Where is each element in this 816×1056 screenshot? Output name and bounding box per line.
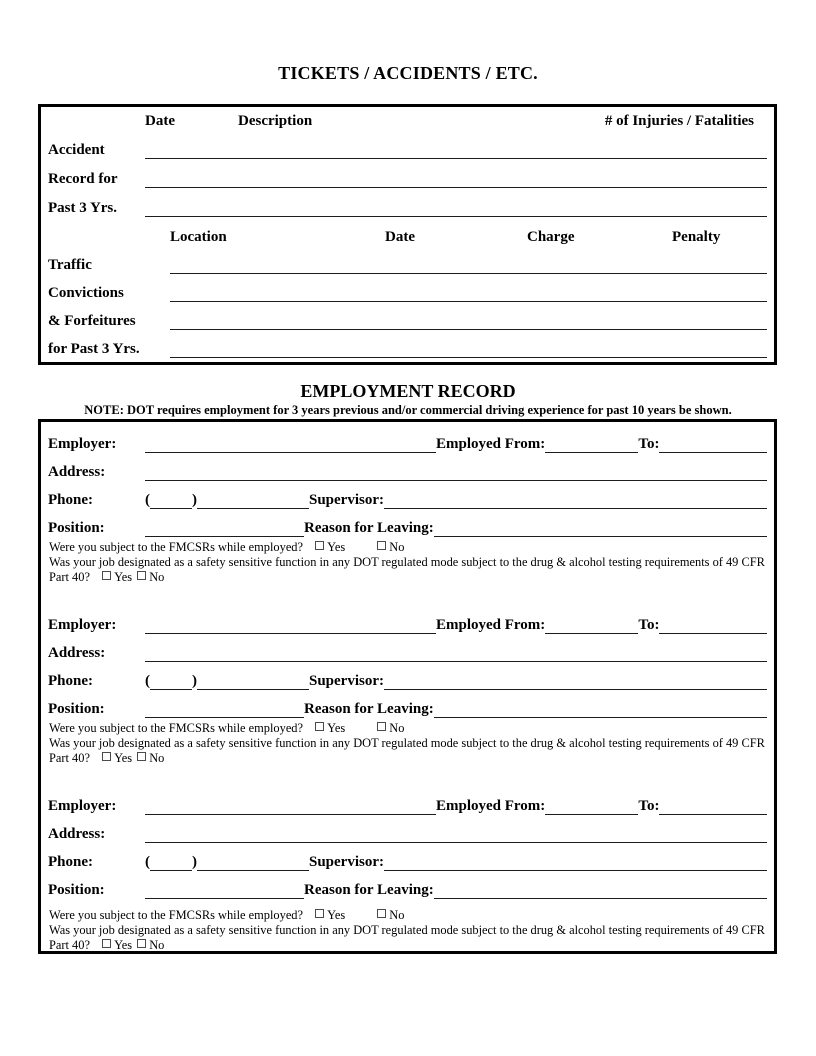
fmcsr-question-text: Were you subject to the FMCSRs while employed? [49,540,304,554]
traffic-label-line3: & Forfeitures [48,313,136,330]
employed-from-field[interactable] [545,813,638,815]
employer-row [41,606,774,634]
accident-header-row [41,107,774,130]
accident-label-line2: Record for [48,171,118,188]
accident-record-line-2[interactable] [145,186,767,188]
phone-close-paren: ) [192,854,197,870]
safety-no-label: No [149,570,165,584]
employment-questions [49,908,766,953]
page-title: TICKETS / ACCIDENTS / ETC. [278,63,538,83]
address-label: Address: [48,826,106,843]
col-header-traffic-date: Date [385,229,415,245]
phone-area-code-field[interactable] [150,869,192,871]
employer-label: Employer: [48,436,117,453]
fmcsr-no-checkbox-icon[interactable] [377,541,386,550]
employed-to-label: To: [638,798,660,815]
safety-yes-label: Yes [114,570,133,584]
reason-for-leaving-field[interactable] [434,535,767,537]
position-label: Position: [48,520,105,537]
employed-from-field[interactable] [545,632,638,634]
employed-to-field[interactable] [659,451,767,453]
employer-row [41,787,774,815]
col-header-charge: Charge [527,229,575,245]
safety-yes-label: Yes [114,751,133,765]
traffic-convictions-line-1[interactable] [170,272,767,274]
employer-field[interactable] [145,632,436,634]
safety-no-checkbox-icon[interactable] [137,752,146,761]
accident-record-row-2 [41,159,774,188]
employed-from-label: Employed From: [436,436,546,453]
position-row [41,509,774,537]
traffic-label-line1: Traffic [48,257,92,274]
safety-no-checkbox-icon[interactable] [137,571,146,580]
col-header-date: Date [145,113,175,129]
phone-number-field[interactable] [197,507,309,509]
position-label: Position: [48,701,105,718]
safety-sensitive-question-text: Was your job designated as a safety sensitive function in any DOT regulated mode subject to the drug & alcohol testing requirements of 49 CFR Part 40? [49,555,765,584]
supervisor-label: Supervisor: [309,673,384,690]
traffic-label-line4: for Past 3 Yrs. [48,341,140,358]
supervisor-label: Supervisor: [309,492,384,509]
col-header-penalty: Penalty [672,229,721,245]
reason-for-leaving-field[interactable] [434,897,767,899]
phone-row [41,662,774,690]
fmcsr-yes-checkbox-icon[interactable] [315,909,324,918]
phone-label: Phone: [48,854,93,871]
traffic-convictions-row-3 [41,302,774,330]
employed-from-label: Employed From: [436,798,546,815]
address-field[interactable] [145,841,767,843]
safety-sensitive-question-line [49,923,766,953]
phone-area-code-field[interactable] [150,688,192,690]
safety-no-label: No [149,751,165,765]
fmcsr-yes-checkbox-icon[interactable] [315,722,324,731]
fmcsr-no-label: No [389,721,405,735]
employment-block [41,606,774,766]
phone-number-field[interactable] [197,688,309,690]
traffic-convictions-row-1 [41,246,774,274]
safety-no-checkbox-icon[interactable] [137,939,146,948]
position-row [41,871,774,899]
col-header-description: Description [238,113,313,129]
fmcsr-no-label: No [389,540,405,554]
supervisor-field[interactable] [384,507,767,509]
position-field[interactable] [145,535,304,537]
fmcsr-no-checkbox-icon[interactable] [377,722,386,731]
phone-open-paren: ( [145,673,150,689]
reason-for-leaving-label: Reason for Leaving: [304,882,434,899]
accident-record-line-1[interactable] [145,157,767,159]
supervisor-field[interactable] [384,869,767,871]
fmcsr-no-checkbox-icon[interactable] [377,909,386,918]
safety-yes-checkbox-icon[interactable] [102,752,111,761]
address-row [41,453,774,481]
traffic-convictions-line-4[interactable] [170,356,767,358]
fmcsr-question-line [49,540,766,555]
phone-close-paren: ) [192,673,197,689]
fmcsr-yes-label: Yes [327,721,346,735]
safety-no-label: No [149,938,165,952]
reason-for-leaving-label: Reason for Leaving: [304,520,434,537]
employment-questions [49,540,766,585]
fmcsr-yes-checkbox-icon[interactable] [315,541,324,550]
accident-label-line3: Past 3 Yrs. [48,200,118,217]
employment-record-heading: EMPLOYMENT RECORD [300,381,516,401]
employer-field[interactable] [145,813,436,815]
accident-record-row-1 [41,130,774,159]
safety-sensitive-question-line [49,555,766,585]
position-field[interactable] [145,897,304,899]
accident-label-line1: Accident [48,142,105,159]
employer-field[interactable] [145,451,436,453]
safety-yes-checkbox-icon[interactable] [102,571,111,580]
phone-row [41,481,774,509]
traffic-convictions-row-2 [41,274,774,302]
phone-open-paren: ( [145,854,150,870]
employed-to-field[interactable] [659,813,767,815]
accident-record-line-3[interactable] [145,215,767,217]
employer-label: Employer: [48,798,117,815]
safety-sensitive-question-text: Was your job designated as a safety sensitive function in any DOT regulated mode subject to the drug & alcohol testing requirements of 49 CFR Part 40? [49,736,765,765]
employed-to-field[interactable] [659,632,767,634]
position-field[interactable] [145,716,304,718]
employment-blocks-container [41,422,774,953]
employment-record-note: NOTE: DOT requires employment for 3 years previous and/or commercial driving experience for past 10 years be shown. [84,403,732,417]
address-row [41,634,774,662]
safety-yes-label: Yes [114,938,133,952]
employment-block [41,787,774,953]
employer-row [41,425,774,453]
reason-for-leaving-field[interactable] [434,716,767,718]
fmcsr-no-label: No [389,908,405,922]
phone-label: Phone: [48,492,93,509]
employment-block [41,425,774,585]
position-label: Position: [48,882,105,899]
employed-from-label: Employed From: [436,617,546,634]
col-header-injuries-fatalities: # of Injuries / Fatalities [604,113,754,129]
employment-questions [49,721,766,766]
traffic-header-row [41,217,774,246]
traffic-convictions-line-3[interactable] [170,328,767,330]
address-row [41,815,774,843]
fmcsr-question-line [49,908,766,923]
phone-number-field[interactable] [197,869,309,871]
employment-record-box [38,419,777,954]
address-field[interactable] [145,660,767,662]
employer-label: Employer: [48,617,117,634]
phone-open-paren: ( [145,492,150,508]
phone-row [41,843,774,871]
safety-sensitive-question-line [49,736,766,766]
accident-record-row-3 [41,188,774,217]
address-label: Address: [48,464,106,481]
employed-to-label: To: [638,617,660,634]
fmcsr-question-text: Were you subject to the FMCSRs while employed? [49,721,304,735]
fmcsr-yes-label: Yes [327,908,346,922]
traffic-convictions-line-2[interactable] [170,300,767,302]
phone-close-paren: ) [192,492,197,508]
fmcsr-yes-label: Yes [327,540,346,554]
safety-sensitive-question-text: Was your job designated as a safety sensitive function in any DOT regulated mode subject to the drug & alcohol testing requirements of 49 CFR Part 40? [49,923,765,952]
employed-to-label: To: [638,436,660,453]
tickets-accidents-box [38,104,777,365]
reason-for-leaving-label: Reason for Leaving: [304,701,434,718]
traffic-convictions-row-4 [41,330,774,358]
fmcsr-question-line [49,721,766,736]
supervisor-label: Supervisor: [309,854,384,871]
address-field[interactable] [145,479,767,481]
safety-yes-checkbox-icon[interactable] [102,939,111,948]
address-label: Address: [48,645,106,662]
phone-label: Phone: [48,673,93,690]
fmcsr-question-text: Were you subject to the FMCSRs while employed? [49,908,304,922]
traffic-label-line2: Convictions [48,285,124,302]
position-row [41,690,774,718]
col-header-location: Location [170,229,227,245]
phone-area-code-field[interactable] [150,507,192,509]
employed-from-field[interactable] [545,451,638,453]
supervisor-field[interactable] [384,688,767,690]
